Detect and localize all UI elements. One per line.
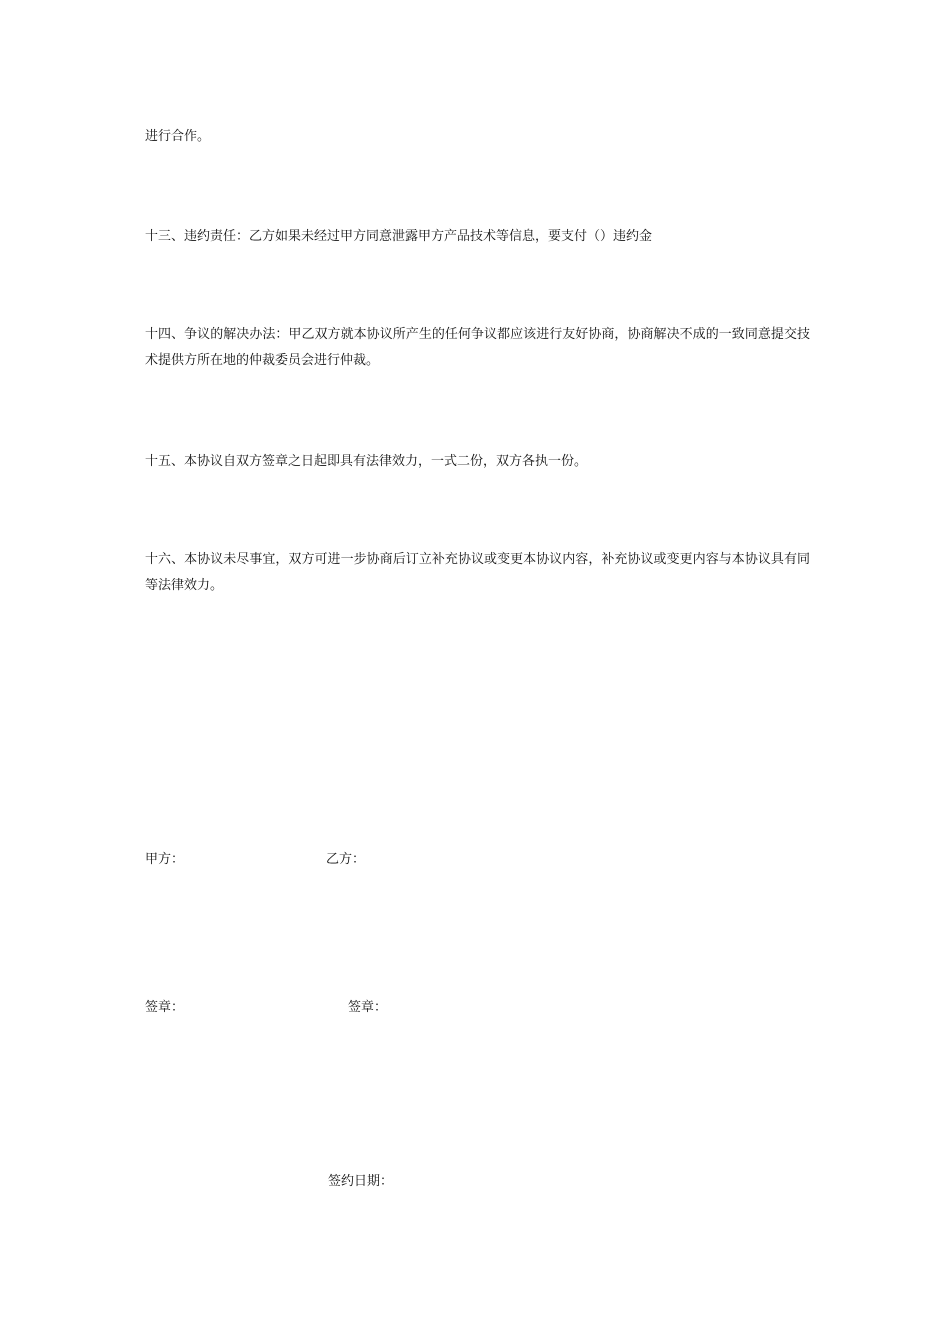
clause-15: 十五、本协议自双方签章之日起即具有法律效力，一式二份，双方各执一份。 (145, 454, 588, 469)
continuation-text: 进行合作。 (145, 129, 211, 144)
clause-13: 十三、违约责任：乙方如果未经过甲方同意泄露甲方产品技术等信息，要支付（）违约金 (145, 229, 653, 244)
party-b-label: 乙方： (326, 852, 366, 867)
clause-16: 十六、本协议未尽事宜，双方可进一步协商后订立补充协议或变更本协议内容，补充协议或变更内容与本协议具有同等法律效力。 (145, 552, 810, 593)
clause-14: 十四、争议的解决办法：甲乙双方就本协议所产生的任何争议都应该进行友好协商，协商解决不成的一致同意提交技术提供方所在地的仲裁委员会进行仲裁。 (145, 327, 810, 368)
party-b-seal-label: 签章： (348, 1000, 388, 1015)
party-a-seal-label: 签章： (145, 1000, 185, 1015)
sign-date-label: 签约日期： (328, 1174, 394, 1189)
party-a-label: 甲方： (145, 852, 185, 867)
